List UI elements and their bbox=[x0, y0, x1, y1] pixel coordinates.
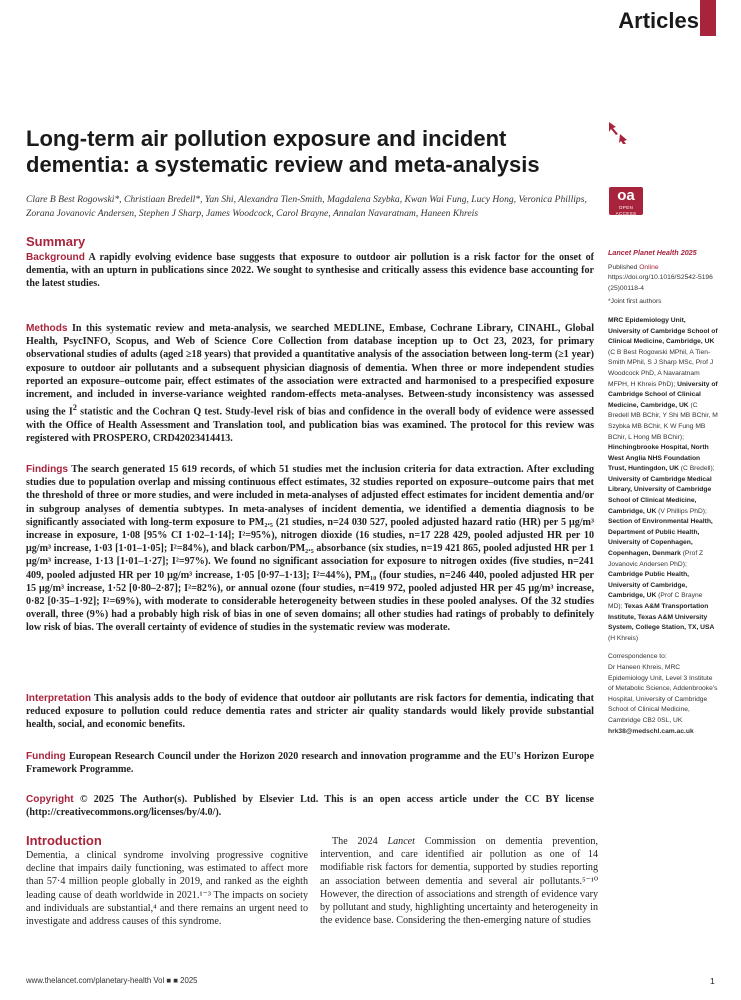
funding-text: European Research Council under the Horizon 2020 research and innovation programme and the EU's Horizon Europe Framework Programme. bbox=[26, 751, 595, 776]
summary-methods bbox=[26, 322, 594, 445]
summary-funding bbox=[26, 750, 594, 776]
correspondence-label: Correspondence to: bbox=[608, 653, 667, 661]
copyright-label: Copyright bbox=[26, 794, 74, 805]
background-label: Background bbox=[26, 252, 85, 263]
affiliation-3: Hinchingbrooke Hospital, North West Anglia NHS Foundation Trust, Huntingdon, UK bbox=[608, 444, 709, 473]
journal-citation: Lancet Planet Health 2025 bbox=[608, 248, 697, 257]
intro-col2-italic: Lancet bbox=[387, 836, 415, 847]
findings-text: The search generated 15 619 records, of which 51 studies met the inclusion criteria for data extraction. After excluding studies due to population overlap and missing continuous effect estimates, 32 studies reported on exposure–outcome pairs that met the threshold of three or more studies, and were included in meta-analyses of adjusted effect estimates for incident dementia and/or in subgroup analyses of dementia subtypes. In meta-analyses of incident dementia, we identified a dementia diagnosis to be significantly associated with long-term exposure to PM₂.₅ (21 studies, n=24 030 527, pooled adjusted hazard ratio (HR) per 5 μg/m³ increase in exposure, 1·08 [95% CI 1·02–1·14]; I²=95%), nitrogen dioxide (16 studies, n=17 228 429, pooled adjusted HR per 10 μg/m³ increase, 1·03 [1·01–1·05]; I²=84%), and black carbon/PM₂.₅ absorbance (six studies, n=19 421 865, pooled adjusted HR per 1 μg/m³ increase, 1·13 [1·01–1·27]; I²=97%). We found no significant association for exposure to nitrogen oxides (five studies, n=241 409, pooled adjusted HR per 10 μg/m³ increase, 1·05 [0·97–1·13]; I²=44%), PM₁₀ (four studies, n=246 440, pooled adjusted HR per 15 μg/m³ increase, 1·52 [0·80–2·87]; I²=82%), or annual ozone (four studies, n=419 972, pooled adjusted HR per 45 μg/m³ increase, 0·82 [0·35–1·92]; I²=69%), with moderate to considerable heterogeneity between studies in these pooled analyses. Of the 32 studies overall, three (9%) had a probably high risk of bias in one of seven domains; all other studies had ratings of probably to definitely low risk of bias. The overall certainty of evidence of studies in the systematic review was moderate. bbox=[26, 464, 595, 634]
affiliation-7: Texas A&M Transportation Institute, Texas A&M University System, College Station, TX, USA bbox=[608, 603, 715, 632]
summary-heading: Summary bbox=[26, 234, 86, 249]
published-line bbox=[608, 263, 718, 274]
findings-label: Findings bbox=[26, 464, 69, 475]
open-access-badge bbox=[609, 187, 643, 215]
affiliation-7-names: (H Khreis) bbox=[608, 634, 639, 642]
introduction-column-1: Dementia, a clinical syndrome involving progressive cognitive decline that impairs daily functioning, was estimated to affect more than 57·4 million people globally in 2019, and ranked as the eighth leading cause of death worldwide in 2021.¹⁻³ The impacts on society and individuals are substantial,⁴ and there remains an urgent need to investigate and address causes of this syndrome. bbox=[26, 850, 308, 928]
affiliation-2-names: (C Bredell MB BChir, Y Shi MB BChir, M Szybka MB BChir, K W Fung MB BChir, L Hong MB BChir); bbox=[608, 401, 718, 441]
article-title: Long-term air pollution exposure and incident dementia: a systematic review and meta-analysis bbox=[26, 126, 540, 177]
correspondence-email[interactable]: hrk38@medschl.cam.ac.uk bbox=[608, 727, 694, 735]
affiliation-5-names: (Prof Z Jovanovic Andersen PhD); bbox=[608, 550, 704, 568]
affiliation-2: University of Cambridge School of Clinical Medicine, Cambridge, UK bbox=[608, 380, 718, 409]
joint-authors-note: *Joint first authors bbox=[608, 298, 662, 306]
affiliation-3-names: (C Bredell); bbox=[678, 465, 715, 473]
affiliation-5: Section of Environmental Health, Department of Public Health, University of Copenhagen, Copenhagen, Denmark bbox=[608, 518, 713, 558]
oa-badge-label: OPEN ACCESS bbox=[615, 205, 637, 216]
intro-col2-pre: The 2024 bbox=[332, 836, 388, 847]
affiliation-1-names: (C B Best Rogowski MPhil, A Tien-Smith MPhil, S J Sharp MSc, Prof J Woodcock PhD, A Navaratnam MFPH, H Khreis PhD); bbox=[608, 348, 714, 388]
summary-findings bbox=[26, 463, 594, 635]
summary-interpretation bbox=[26, 692, 594, 732]
affiliation-1: MRC Epidemiology Unit, University of Cambridge School of Clinical Medicine, Cambridge, UK bbox=[608, 316, 718, 346]
background-text: A rapidly evolving evidence base suggests that exposure to outdoor air pollution is a risk factor for the onset of dementia, with an upturn in publications since 2022. We sought to synthesise and critically assess this evidence base accounting for the latest studies. bbox=[26, 252, 594, 290]
affiliations bbox=[608, 316, 718, 644]
summary-copyright bbox=[26, 793, 594, 819]
methods-text-1: In this systematic review and meta-analysis, we searched MEDLINE, Embase, Cochrane Library, CINAHL, Global Health, PsycINFO, Scopus, and Web of Science Core Collection from database inception up to Oct 23, 2023, for primary observational studies of adults (aged ≥18 years) that provided a quantitative analysis of the association between long-term (≥1 year) exposure to outdoor air pollutants and a subsequent physician diagnosis of dementia. When three or more independent studies reported an exposure–outcome pair, effect estimates of the association were extracted and harmonised to a prespecified exposure increment, and included in inverse-variance weighted random-effects meta-analyses. Between-study inconsistency was assessed using the I bbox=[26, 323, 594, 418]
footer-journal-url[interactable]: www.thelancet.com/planetary-health Vol ■ ■ 2025 bbox=[26, 976, 198, 985]
methods-text-2: statistic and the Cochran Q test. Study-level risk of bias and confidence in the overall body of evidence were assessed with the Office of Health Assessment and Translation tool, and publication bias was examined. The protocol for this review was registered with PROSPERO, CRD42023414413. bbox=[26, 406, 594, 444]
funding-label: Funding bbox=[26, 751, 66, 762]
oa-badge-logo: oa bbox=[617, 187, 635, 204]
author-list: Clare B Best Rogowski*, Christiaan Bredell*, Yan Shi, Alexandra Tien-Smith, Magdalena Szybka, Kwan Wai Fung, Lucy Hong, Veronica Phillips, Zorana Jovanovic Andersen, Stephen J Sharp, James Woodcock, Carol Brayne, Annalan Navaratnam, Haneen Khreis bbox=[26, 194, 587, 219]
affiliation-4: University of Cambridge Medical Library, University of Cambridge School of Clinical Medicine, Cambridge, UK bbox=[608, 475, 712, 515]
introduction-heading: Introduction bbox=[26, 833, 102, 848]
methods-superscript: 2 bbox=[72, 403, 77, 413]
published-label: Published bbox=[608, 263, 640, 271]
affiliation-6: Cambridge Public Health, University of Cambridge, Cambridge, UK bbox=[608, 571, 690, 600]
methods-label: Methods bbox=[26, 323, 68, 334]
interpretation-text: This analysis adds to the body of evidence that outdoor air pollutants are risk factors for dementia, indicating that reduced exposure to pollution could reduce dementia rates and stricter air quality standards would likely provide substantial health, social, and economic benefits. bbox=[26, 693, 594, 731]
published-online: Online bbox=[639, 263, 659, 271]
section-title: Articles bbox=[618, 8, 699, 33]
affiliation-4-names: (V Phillips PhD); bbox=[656, 507, 707, 515]
copyright-text: © 2025 The Author(s). Published by Elsevier Ltd. This is an open access article under the CC BY license (http://creativecommons.org/licenses/by/4.0/). bbox=[26, 794, 595, 819]
interpretation-label: Interpretation bbox=[26, 693, 92, 704]
header-accent-bar bbox=[700, 0, 716, 36]
affiliation-6-names: (Prof C Brayne MD); bbox=[608, 592, 703, 610]
doi-link[interactable]: https://doi.org/10.1016/S2542-5196(25)00118-4 bbox=[608, 274, 713, 292]
introduction-column-2 bbox=[320, 835, 598, 927]
summary-background bbox=[26, 251, 594, 291]
article-sidebar bbox=[608, 248, 718, 737]
correspondence-address: Dr Haneen Khreis, MRC Epidemiology Unit, Level 3 Institute of Metabolic Science, Addenbrooke's Hospital, University of Cambridge School of Clinical Medicine, Cambridge CB2 0SL, UK bbox=[608, 663, 718, 724]
crossmark-icon[interactable] bbox=[605, 120, 629, 144]
intro-col2-post: Commission on dementia prevention, intervention, and care identified air pollution as one of 14 modifiable risk factors for dementia, supported by studies reporting an association between dementia and several air pollutants.⁵⁻¹⁰ However, the direction of associations and strength of evidence vary by pollutant and study, highlighting uncertainty and heterogeneity in the evidence base. Considering the then-emerging nature of studies bbox=[320, 836, 598, 927]
page-number: 1 bbox=[710, 976, 715, 986]
